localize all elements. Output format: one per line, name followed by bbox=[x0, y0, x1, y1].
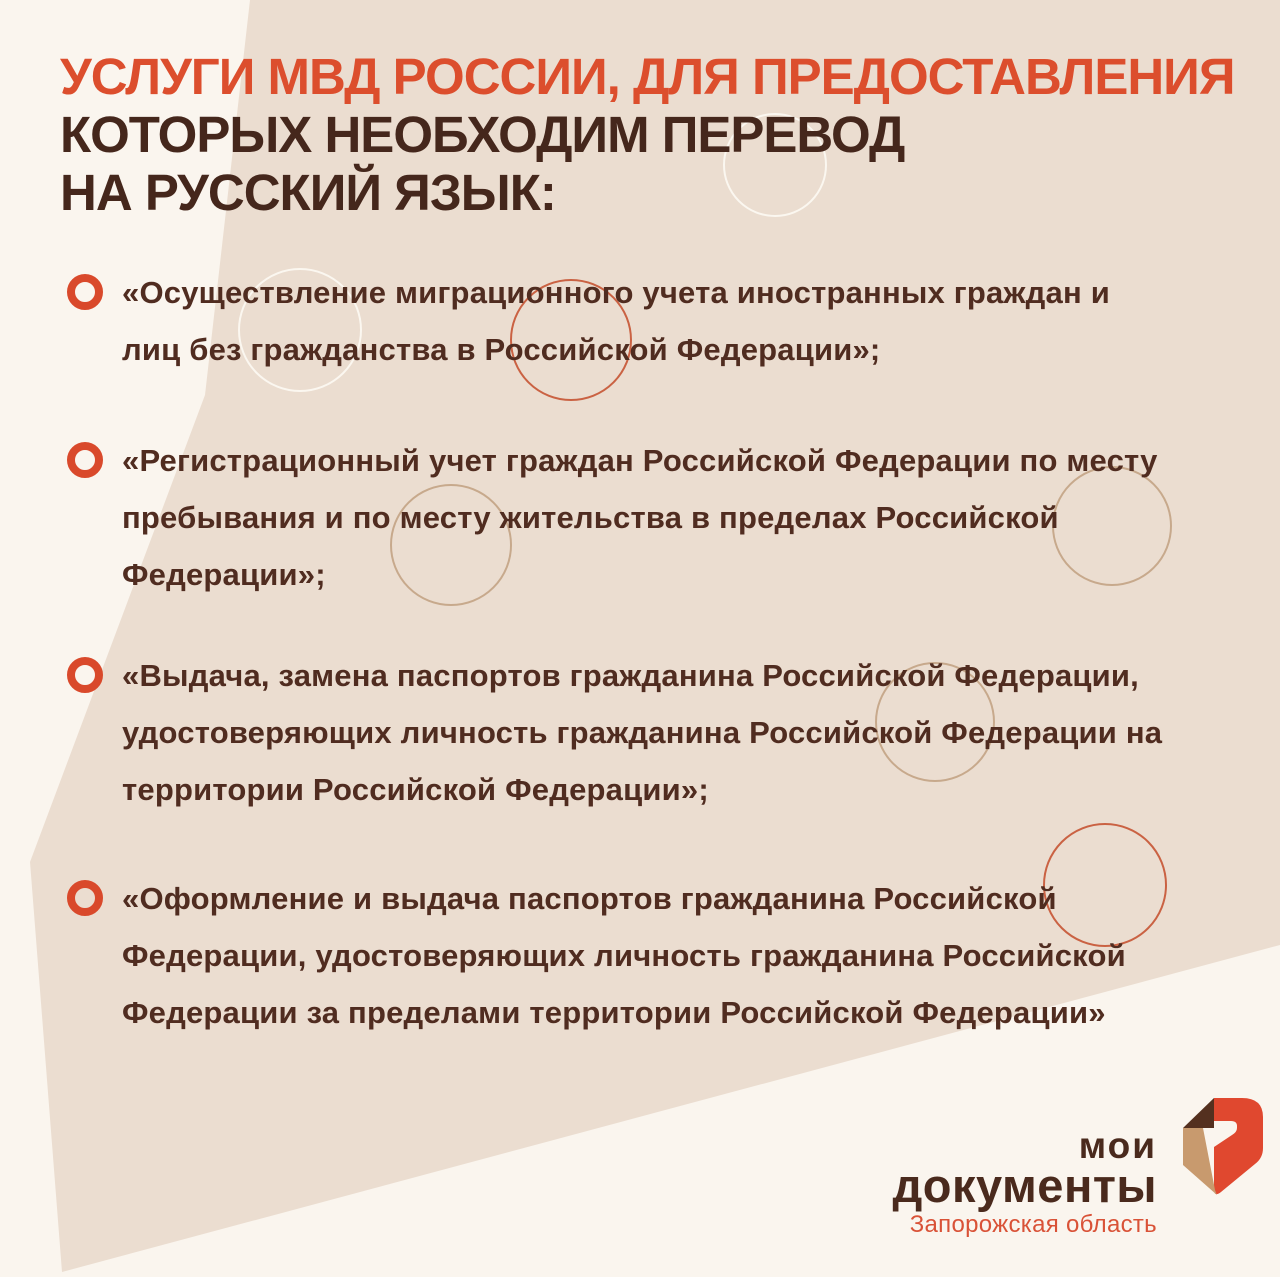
list-item-line: пребывания и по месту жительства в пределах Российской bbox=[122, 500, 1059, 535]
list-item bbox=[67, 870, 1237, 1041]
list-item-text bbox=[122, 264, 1110, 378]
title-line-2: КОТОРЫХ НЕОБХОДИМ ПЕРЕВОД bbox=[60, 106, 905, 163]
list-item-line: «Выдача, замена паспортов гражданина Российской Федерации, bbox=[122, 658, 1139, 693]
list-item-text bbox=[122, 647, 1162, 818]
list-item-line: Федерации, удостоверяющих личность гражданина Российской bbox=[122, 938, 1126, 973]
logo-word-dokumenty: документы bbox=[892, 1159, 1157, 1212]
list-item-line: удостоверяющих личность гражданина Российской Федерации на bbox=[122, 715, 1163, 750]
page-title bbox=[60, 48, 1250, 222]
title-line-3: НА РУССКИЙ ЯЗЫК: bbox=[60, 164, 556, 221]
list-item bbox=[67, 264, 1237, 378]
list-item-line: «Осуществление миграционного учета иностранных граждан и bbox=[122, 275, 1110, 310]
list-item-line: Федерации за пределами территории Российской Федерации» bbox=[122, 995, 1106, 1030]
bullet-ring-icon bbox=[67, 880, 103, 916]
bullet-ring-icon bbox=[67, 274, 103, 310]
title-line-1: УСЛУГИ МВД РОССИИ, ДЛЯ ПРЕДОСТАВЛЕНИЯ bbox=[60, 48, 1235, 105]
shield-folded-corner bbox=[1183, 1098, 1214, 1128]
list-item-line: лиц без гражданства в Российской Федерации»; bbox=[122, 332, 881, 367]
bullet-ring-icon bbox=[67, 657, 103, 693]
shield-main-shape bbox=[1214, 1098, 1263, 1194]
service-list bbox=[67, 264, 1237, 1041]
list-item-text bbox=[122, 432, 1158, 603]
list-item-line: Федерации»; bbox=[122, 557, 326, 592]
list-item-line: «Регистрационный учет граждан Российской Федерации по месту bbox=[122, 443, 1158, 478]
my-documents-shield-icon bbox=[1183, 1098, 1263, 1198]
logo-region-label: Запорожская область bbox=[909, 1211, 1157, 1238]
shield-tan-face bbox=[1183, 1128, 1217, 1195]
list-item bbox=[67, 432, 1237, 603]
list-item bbox=[67, 647, 1237, 818]
bullet-ring-icon bbox=[67, 442, 103, 478]
list-item-line: «Оформление и выдача паспортов гражданина Российской bbox=[122, 881, 1057, 916]
list-item-line: территории Российской Федерации»; bbox=[122, 772, 709, 807]
logo-word-moi: мои bbox=[1078, 1125, 1157, 1166]
list-item-text bbox=[122, 870, 1126, 1041]
my-documents-logo-text bbox=[892, 1125, 1157, 1240]
